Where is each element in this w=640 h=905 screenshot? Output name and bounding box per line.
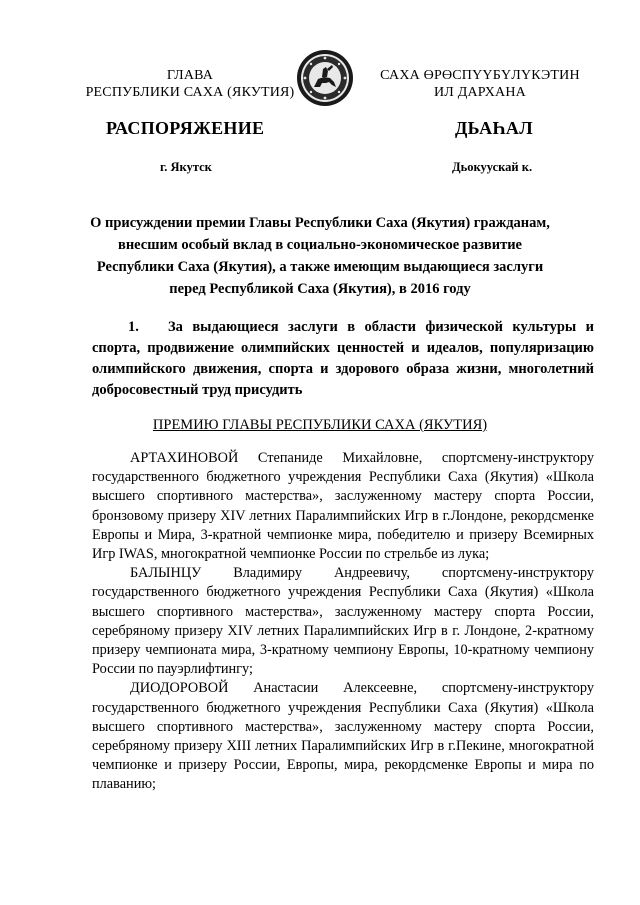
document-title-left: РАСПОРЯЖЕНИЕ (106, 118, 265, 138)
document-title-right: ДЬАҺАЛ (455, 118, 533, 138)
city-right: Дьокуускай к. (452, 160, 533, 174)
coat-of-arms-emblem (296, 49, 354, 107)
point-number: 1. (128, 319, 139, 335)
document-subject: О присуждении премии Главы Республики Саха (Якутия) гражданам, внесшим особый вклад в социально-экономическое развитие Республики Саха (Якутия), а также имеющим выдающиеся заслуги перед Республикой Саха (Якутия), в 2016 году (90, 215, 550, 297)
issuer-left-line1: ГЛАВА (166, 68, 214, 83)
recipient-paragraph: ДИОДОРОВОЙ Анастасии Алексеевне, спортсмену-инструктору государственного бюджетного учреждения Республики Саха (Якутия) «Школа высшего спортивного мастерства», заслуженному мастеру спорта России, серебряному призеру XIII летних Паралимпийских Игр в г.Пекине, многократной чемпионке и призеру России, Европы, мира, рекордсменке Европы и мира по плаванию; (92, 680, 594, 793)
issuer-right (360, 67, 600, 101)
issuer-right-line2: ИЛ ДАРХАНА (433, 85, 526, 100)
recipients-list (92, 449, 594, 795)
issuer-right-line1: САХА ӨРӨСПҮҮБҮЛҮКЭТИН (380, 68, 580, 83)
decree-point (92, 317, 594, 401)
city-left: г. Якутск (160, 160, 212, 174)
prize-heading: ПРЕМИЮ ГЛАВЫ РЕСПУБЛИКИ САХА (ЯКУТИЯ) (152, 417, 488, 433)
issuer-left (70, 67, 310, 101)
point-text: За выдающиеся заслуги в области физической культуры и спорта, продвижение олимпийских ценностей и идеалов, популяризацию олимпийского движения, спорта и здорового образа жизни, многолетний добросовестный труд присудить (92, 319, 594, 398)
recipient-paragraph: АРТАХИНОВОЙ Степаниде Михайловне, спортсмену-инструктору государственного бюджетного учреждения Республики Саха (Якутия) «Школа высшего спортивного мастерства», заслуженному мастеру спорта России, бронзовому призеру XIV летних Паралимпийских Игр в г.Лондоне, рекордсменке Европы и Мира, 3-кратной чемпионке мира, победителю и призеру Всемирных Игр IWAS, многократной чемпионке России по стрельбе из лука; (92, 450, 594, 563)
issuer-left-line2: РЕСПУБЛИКИ САХА (ЯКУТИЯ) (85, 85, 295, 100)
recipient-paragraph: БАЛЫНЦУ Владимиру Андреевичу, спортсмену-инструктору государственного бюджетного учреждения Республики Саха (Якутия) «Школа высшего спортивного мастерства», заслуженному мастеру спорта России, серебряному призеру XIV летних Паралимпийских Игр в г. Лондоне, 2-кратному призеру чемпионата мира, 3-кратному чемпиону Европы, 10-кратному чемпиону России по пауэрлифтингу; (92, 565, 594, 678)
